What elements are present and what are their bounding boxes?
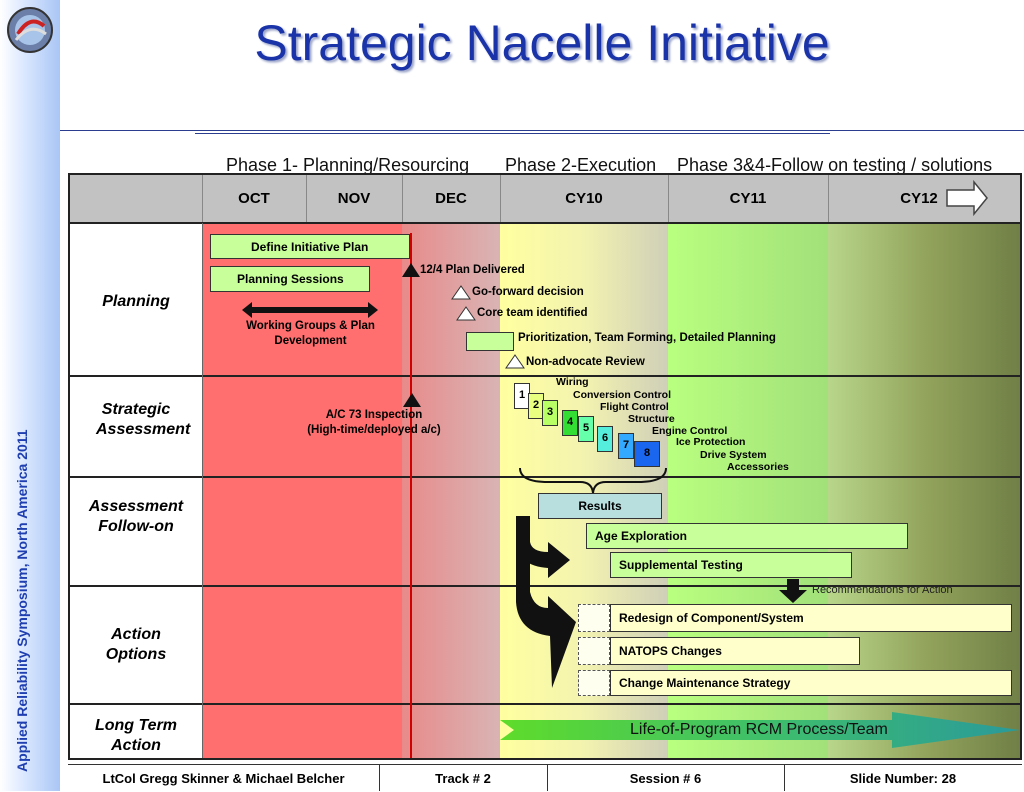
step-label-accessories: Accessories	[727, 461, 789, 473]
title-rule	[60, 130, 1024, 131]
redesign-bar: Redesign of Component/System	[610, 604, 1012, 632]
assessment-step-6: 6	[597, 426, 613, 452]
age-exploration-bar: Age Exploration	[586, 523, 908, 549]
step-label-structure: Structure	[628, 413, 675, 425]
symposium-logo	[4, 4, 56, 56]
assessment-step-1: 1	[514, 383, 530, 409]
row-label-long-term-action-text: Long Term Action	[94, 717, 178, 754]
sidebar	[0, 0, 60, 791]
step-label-wiring: Wiring	[556, 376, 589, 388]
row-label-assessment-followon-text: Assessment Follow-on	[88, 498, 184, 535]
title-rule-accent	[195, 133, 830, 134]
inspection-label-line2: (High-time/deployed a/c)	[307, 424, 441, 436]
phase-1-label: Phase 1- Planning/Resourcing	[226, 155, 470, 175]
prioritization-label: Prioritization, Team Forming, Detailed Planning	[518, 332, 776, 344]
column-oct: OCT	[238, 190, 270, 207]
step-label-engine-control: Engine Control	[652, 425, 728, 437]
footer-session: Session # 6	[547, 764, 784, 792]
chart-frame	[68, 173, 1022, 760]
life-of-program-label: Life-of-Program RCM Process/Team	[630, 721, 888, 738]
assessment-step-4: 4	[562, 410, 578, 436]
natops-bar: NATOPS Changes	[610, 637, 860, 665]
footer-track: Track # 2	[379, 764, 547, 792]
column-cy10: CY10	[565, 190, 603, 207]
planning-sessions-bar: Planning Sessions	[210, 266, 370, 292]
step-label-drive-system: Drive System	[700, 449, 767, 461]
plan-delivered-label: 12/4 Plan Delivered	[420, 264, 525, 276]
go-forward-label: Go-forward decision	[472, 286, 584, 298]
footer-presenters: LtCol Gregg Skinner & Michael Belcher	[68, 764, 379, 792]
assessment-step-7: 7	[618, 433, 634, 459]
step-label-conversion-control: Conversion Control	[573, 389, 672, 401]
define-initiative-plan-bar: Define Initiative Plan	[210, 234, 410, 259]
row-label-planning: Planning	[102, 293, 170, 310]
step-label-flight-control: Flight Control	[600, 401, 669, 413]
sidebar-text: Applied Reliability Symposium, North America 2011	[14, 429, 30, 772]
phase-2-label: Phase 2-Execution	[505, 155, 657, 175]
column-nov: NOV	[337, 190, 371, 207]
assessment-step-3: 3	[542, 400, 558, 426]
column-cy12: CY12	[900, 190, 938, 207]
step-label-ice-protection: Ice Protection	[676, 436, 746, 448]
row-label-strategic-assessment-text: Strategic Assessment	[96, 401, 191, 438]
slide-title: Strategic Nacelle Initiative	[254, 15, 830, 71]
footer-slide-number: Slide Number: 28	[784, 764, 1022, 792]
column-cy11: CY11	[729, 190, 767, 207]
row-label-action-options-text: Action Options	[105, 626, 167, 663]
non-advocate-label: Non-advocate Review	[526, 356, 645, 368]
supplemental-testing-bar: Supplemental Testing	[610, 552, 852, 578]
assessment-step-2: 2	[528, 393, 544, 419]
phase-3-label: Phase 3&4-Follow on testing / solutions	[677, 155, 993, 175]
results-box: Results	[538, 493, 662, 519]
maintenance-bar: Change Maintenance Strategy	[610, 670, 1012, 696]
inspection-label-line1: A/C 73 Inspection	[325, 409, 423, 421]
assessment-step-8: 8	[634, 441, 660, 467]
core-team-label: Core team identified	[477, 307, 588, 319]
recommendations-label: Recommendations for Action	[812, 584, 953, 596]
column-dec: DEC	[435, 190, 467, 207]
working-groups-label: Working Groups & Plan Development	[246, 320, 375, 347]
assessment-step-5: 5	[578, 416, 594, 442]
